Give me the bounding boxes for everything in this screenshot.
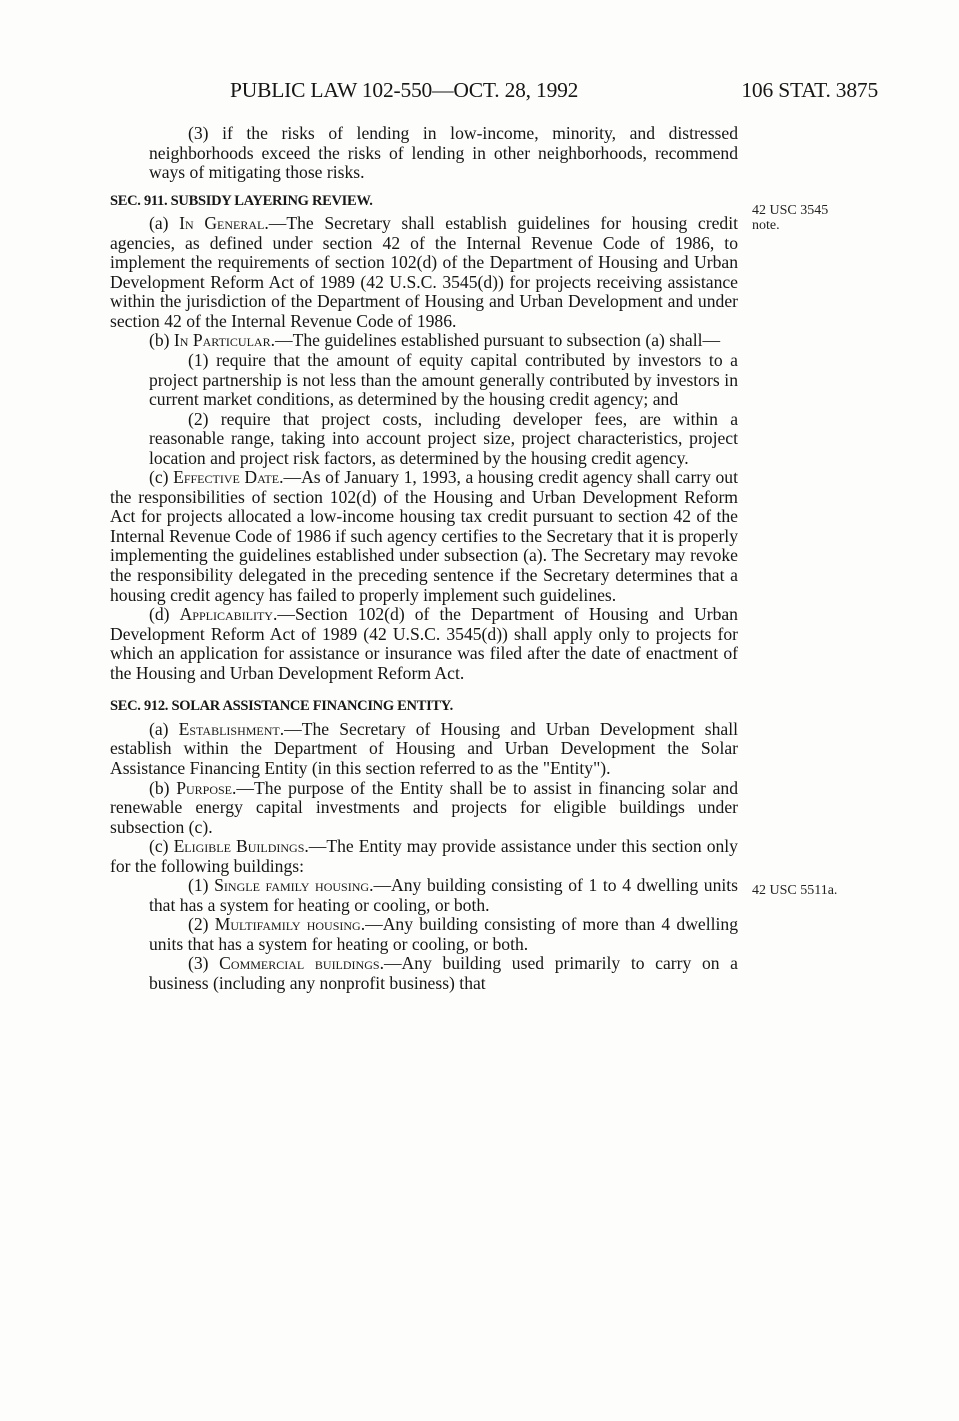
section-911-b-1	[110, 351, 738, 410]
section-911-a-caption: In General	[179, 213, 265, 234]
section-911-a-label: (a)	[149, 213, 180, 234]
margin-note-sec911-cite: 42 USC 3545	[752, 203, 829, 218]
section-912-a	[110, 720, 738, 779]
body-text	[110, 124, 738, 994]
margin-note-sec911-note: note.	[752, 218, 780, 233]
section-911-c-label: (c)	[149, 467, 174, 488]
margin-note-sec912-cite: 42 USC 5511a.	[752, 883, 838, 898]
section-911-heading: SEC. 911. SUBSIDY LAYERING REVIEW.	[110, 192, 373, 209]
section-912-b-caption: Purpose	[176, 777, 233, 798]
section-911-c-caption: Effective Date	[173, 467, 280, 488]
section-912-c-2	[110, 915, 738, 954]
section-912-c-2-text: .—Any building consisting of more than 4 dwelling units that has a system for heating or cooling, or both.	[149, 914, 738, 954]
section-911-b-2	[110, 410, 738, 469]
section-912-c-label: (c)	[149, 836, 174, 857]
section-912-a-label: (a)	[149, 718, 179, 739]
running-header	[230, 78, 878, 108]
section-912-c-2-caption: Multifamily housing	[214, 914, 361, 935]
section-912-c-3-label: (3)	[188, 953, 220, 974]
section-911-b-2-text: (2) require that project costs, including developer fees, are within a reasonable range, taking into account project size, project characteristics, project location and project risk factors, as determined by the housing credit agency.	[149, 408, 738, 468]
section-911-d	[110, 605, 738, 683]
header-law-title: PUBLIC LAW 102-550—OCT. 28, 1992	[230, 78, 579, 102]
section-912-heading: SEC. 912. SOLAR ASSISTANCE FINANCING ENTITY.	[110, 698, 453, 715]
section-912-c	[110, 837, 738, 876]
section-911-a-text: .—The Secretary shall establish guidelines for housing credit agencies, as defined under section 42 of the Internal Revenue Code of 1986, to implement the requirements of section 102(d) of the Department of Housing and Urban Development Reform Act of 1989 (42 U.S.C. 3545(d)) for projects receiving assistance within the jurisdiction of the Department of Housing and Urban Development and under section 42 of the Internal Revenue Code of 1986.	[110, 213, 738, 331]
section-912-c-3-text: .—Any building used primarily to carry on a business (including any nonprofit business) that	[149, 953, 738, 993]
section-911-d-caption: Applicability	[179, 604, 273, 625]
section-911-d-label: (d)	[149, 604, 180, 625]
section-911-c-text: .—As of January 1, 1993, a housing credit agency shall carry out the responsibilities of section 102(d) of the Housing and Urban Development Reform Act for projects allocated a low-income housing tax credit pursuant to section 42 of the Internal Revenue Code of 1986 if such agency certifies to the Secretary that it is properly implementing the guidelines established under subsection (a). The Secretary may revoke the responsibility delegated in the preceding sentence if the Secretary determines that a housing credit agency has failed to properly implement such guidelines.	[110, 467, 738, 605]
section-911-c	[110, 468, 738, 605]
paragraph-3-risks	[110, 124, 738, 183]
section-912-c-caption: Eligible Buildings	[173, 836, 305, 857]
section-911-b-text: .—The guidelines established pursuant to subsection (a) shall—	[270, 330, 721, 351]
section-911-a	[110, 214, 738, 331]
header-stat-page: 106 STAT. 3875	[741, 78, 878, 102]
section-912-c-1-caption: Single family housing	[214, 875, 370, 896]
section-912-b	[110, 779, 738, 838]
section-911-b-label: (b)	[149, 330, 174, 351]
section-912-c-1-label: (1)	[188, 875, 215, 896]
margin-note-sec911	[752, 203, 828, 233]
section-911-d-text: .—Section 102(d) of the Department of Housing and Urban Development Reform Act of 1989 (42 U.S.C. 3545(d)) shall apply only to projects for which an application for assistance or insurance was filed after the date of enactment of the Housing and Urban Development Reform Act.	[110, 604, 738, 683]
section-911-b	[110, 331, 738, 351]
section-912-a-caption: Establishment	[178, 718, 280, 739]
section-912-c-2-label: (2)	[188, 914, 215, 935]
margin-note-sec912	[752, 883, 837, 898]
section-911-b-caption: In Particular	[173, 330, 271, 351]
paragraph-3-risks-text: (3) if the risks of lending in low-income, minority, and distressed neighborhoods exceed the risks of lending in other neighborhoods, recommend ways of mitigating those risks.	[149, 123, 738, 183]
section-912-b-label: (b)	[149, 777, 177, 798]
section-912-c-text: .—The Entity may provide assistance under this section only for the following buildings:	[110, 836, 738, 876]
section-911-b-1-text: (1) require that the amount of equity capital contributed by investors to a project partnership is not less than the amount generally contributed by investors in current market conditions, as determined by the housing credit agency; and	[149, 350, 738, 410]
section-912-a-text: .—The Secretary of Housing and Urban Development shall establish within the Department of Housing and Urban Development the Solar Assistance Financing Entity (in this section referred to as the "Entity").	[110, 718, 738, 778]
section-912-c-1-text: .—Any building consisting of 1 to 4 dwelling units that has a system for heating or cooling, or both.	[149, 875, 739, 915]
section-912-c-3	[110, 954, 738, 993]
section-912-c-1	[110, 876, 738, 915]
section-912-b-text: .—The purpose of the Entity shall be to assist in financing solar and renewable energy capital investments and projects for eligible buildings under subsection (c).	[110, 777, 738, 837]
section-912-c-3-caption: Commercial buildings	[219, 953, 380, 974]
